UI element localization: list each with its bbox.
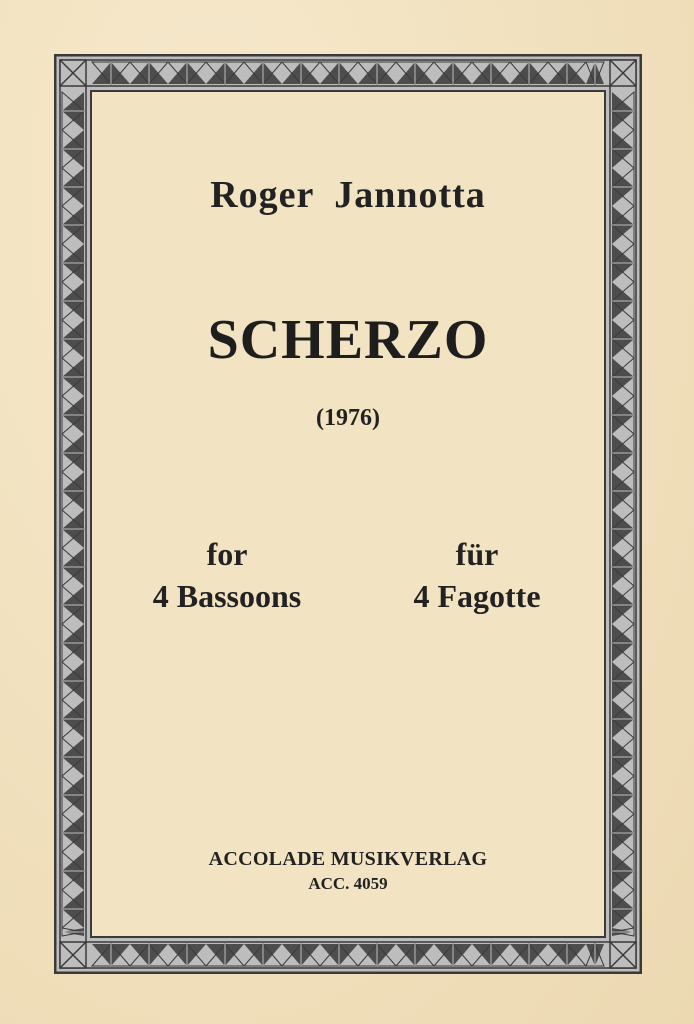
instrumentation-english-for: for: [206, 536, 248, 572]
instrumentation-english: [112, 533, 342, 617]
piece-title: SCHERZO: [207, 309, 489, 371]
catalog-number: ACC. 4059: [308, 874, 388, 893]
composer-name: Roger Jannotta: [210, 174, 486, 216]
cover-content: [92, 93, 604, 936]
publisher-name: ACCOLADE MUSIKVERLAG: [208, 848, 488, 870]
instrumentation-english-instruments: 4 Bassoons: [152, 578, 302, 614]
instrumentation-german-for: für: [455, 536, 499, 572]
composition-year: (1976): [316, 405, 380, 431]
instrumentation-german-instruments: 4 Fagotte: [413, 578, 541, 614]
instrumentation-german: [372, 533, 582, 617]
